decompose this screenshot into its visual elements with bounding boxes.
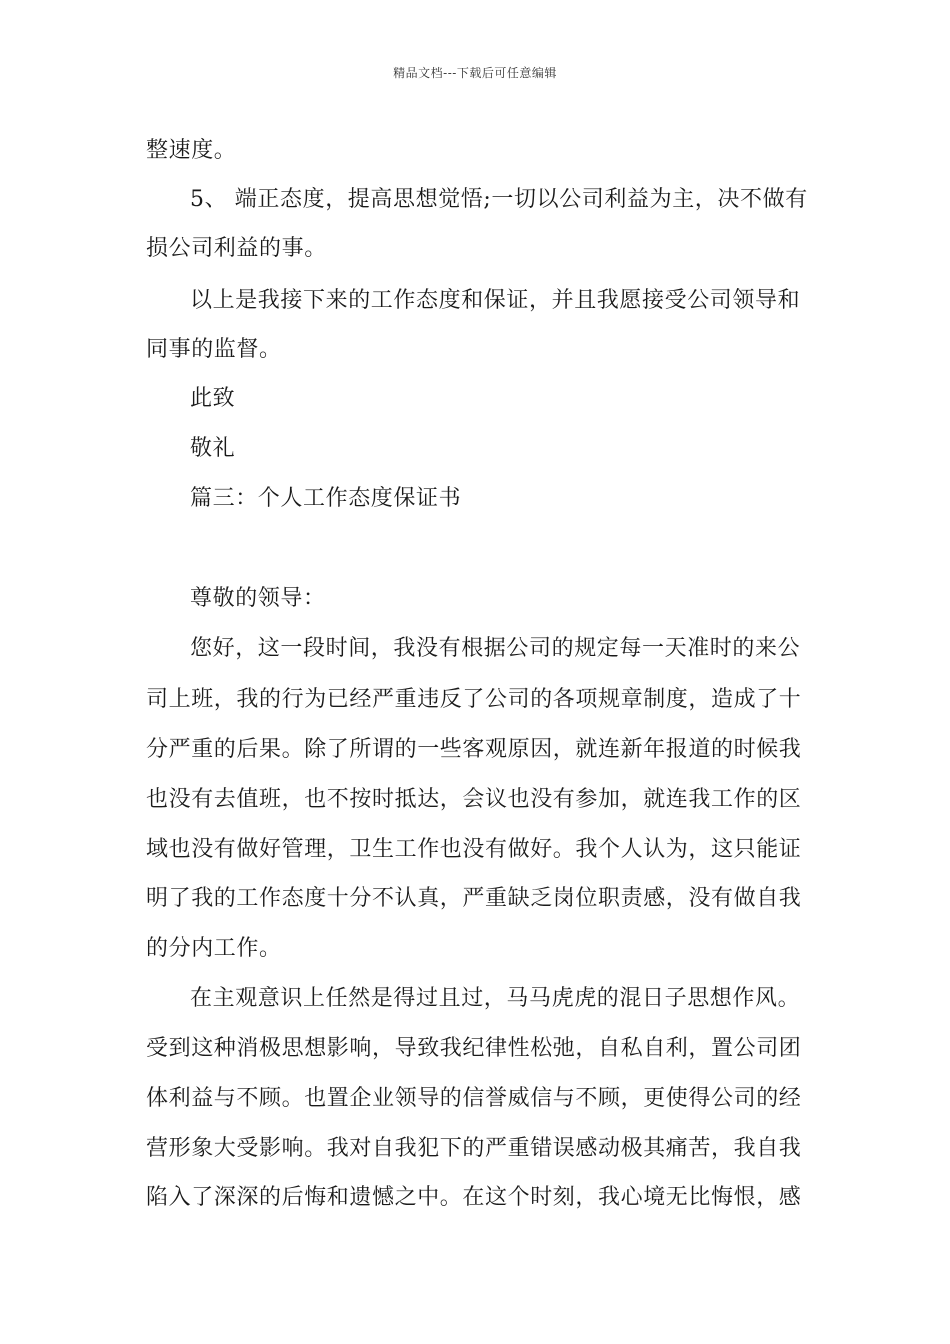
salutation: 尊敬的领导：	[190, 586, 326, 611]
text-line: 损公司利益的事。	[146, 236, 327, 261]
text-line: 体利益与不顾。也置企业领导的信誉威信与不顾，更使得公司的经	[146, 1086, 802, 1111]
text-line: 明了我的工作态度十分不认真，严重缺乏岗位职责感，没有做自我	[146, 886, 802, 911]
text-line: 也没有去值班，也不按时抵达，会议也没有参加，就连我工作的区	[146, 787, 802, 812]
text-line: 域也没有做好管理，卫生工作也没有做好。我个人认为，这只能证	[146, 837, 802, 862]
text-line: 同事的监督。	[146, 337, 282, 362]
text-line: 以上是我接下来的工作态度和保证，并且我愿接受公司领导和	[190, 288, 801, 313]
text-line: 在主观意识上任然是得过且过，马马虎虎的混日子思想作风。	[190, 986, 801, 1011]
text-line: 您好，这一段时间，我没有根据公司的规定每一天准时的来公	[190, 636, 801, 661]
text-line: 陷入了深深的后悔和遗憾之中。在这个时刻，我心境无比悔恨，感	[146, 1185, 802, 1210]
text-line: 敬礼	[190, 436, 236, 461]
text-line: 此致	[190, 386, 236, 411]
text-line: 受到这种消极思想影响，导致我纪律性松弛，自私自利，置公司团	[146, 1036, 802, 1061]
page-header: 精品文档---下载后可任意编辑	[393, 66, 557, 80]
text-line: 5、 端正态度，提高思想觉悟;一切以公司利益为主，决不做有	[190, 187, 808, 212]
text-line: 营形象大受影响。我对自我犯下的严重错误感动极其痛苦，我自我	[146, 1136, 802, 1161]
text-line: 分严重的后果。除了所谓的一些客观原因，就连新年报道的时候我	[146, 737, 802, 762]
text-line: 的分内工作。	[146, 936, 282, 961]
text-line: 整速度。	[146, 138, 237, 163]
section-title: 篇三：个人工作态度保证书	[190, 486, 462, 511]
text-line: 司上班，我的行为已经严重违反了公司的各项规章制度，造成了十	[146, 687, 802, 712]
